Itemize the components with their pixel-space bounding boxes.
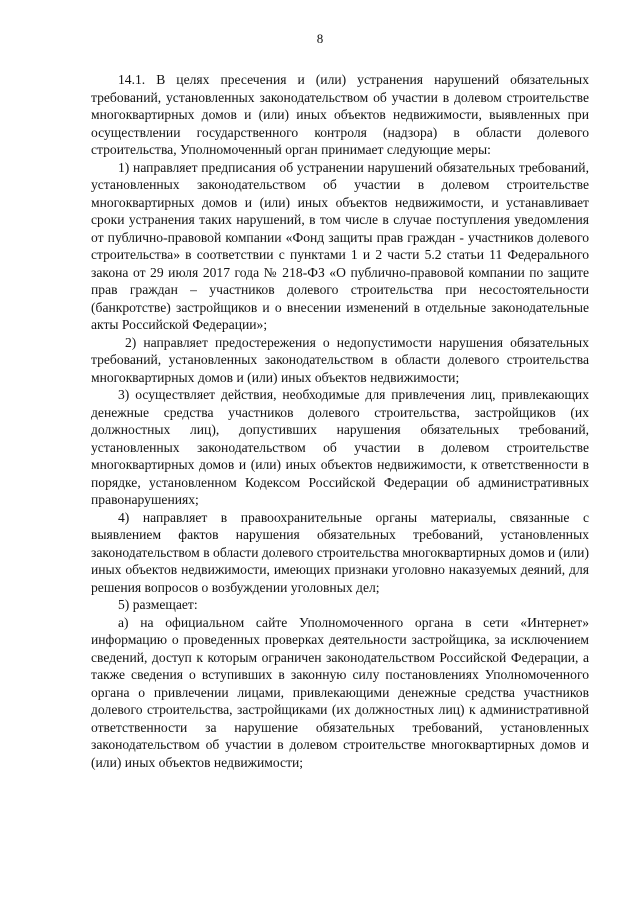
paragraph-14-1: 14.1. В целях пресечения и (или) устранения нарушений обязательных требований, установленных законодательством об участии в долевом строительстве многоквартирных домов и (или) иных объектов недвижимости, выявленных при осуществлении государственного контроля (надзора) в области долевого строительства, Уполномоченный орган принимает следующие меры: <box>91 72 589 157</box>
paragraph-item-2: 2) направляет предостережения о недопустимости нарушения обязательных требований, установленных законодательством в области долевого строительства многоквартирных домов и (или) иных объектов недвижимости; <box>91 334 589 385</box>
page-number: 8 <box>316 31 324 46</box>
paragraph-item-5: 5) размещает: <box>118 597 198 612</box>
paragraph-item-5a: а) на официальном сайте Уполномоченного органа в сети «Интернет» информацию о проведенных проверках деятельности застройщика, за исключением сведений, доступ к которым ограничен законодательством Российской Федерации, а также сведения о вступивших в законную силу постановлениях Уполномоченного органа о привлечении лицами, привлекающими денежные средства участников долевого строительства, застройщиками (их должностных лиц) к административной ответственности за нарушение обязательных требований, установленных законодательством об участии в долевом строительстве многоквартирных домов и (или) иных объектов недвижимости; <box>91 614 589 770</box>
paragraph-item-4: 4) направляет в правоохранительные органы материалы, связанные с выявлением фактов нарушения обязательных требований, установленных законодательством в области долевого строительства многоквартирных домов и (или) иных объектов недвижимости, имеющих признаки уголовно наказуемых деяний, для решения вопросов о возбуждении уголовных дел; <box>91 509 589 595</box>
document-body <box>91 71 589 771</box>
paragraph-item-3: 3) осуществляет действия, необходимые для привлечения лиц, привлекающих денежные средства участников долевого строительства, застройщиков (их должностных лиц), допустивших нарушения обязательных требований, установленных законодательством об участии в долевом строительстве многоквартирных домов и (или) иных объектов недвижимости, к ответственности в порядке, установленном Кодексом Российской Федерации об административных правонарушениях; <box>91 387 589 507</box>
paragraph-item-1: 1) направляет предписания об устранении нарушений обязательных требований, установленных законодательством об участии в долевом строительстве многоквартирных домов и (или) иных объектов недвижимости, и устанавливает сроки устранения таких нарушений, в том числе в случае поступления уведомления от публично-правовой компании «Фонд защиты прав граждан - участников долевого строительства» в соответствии с пунктами 1 и 2 части 5.2 статьи 11 Федерального закона от 29 июля 2017 года № 218-ФЗ «О публично-правовой компании по защите прав граждан – участников долевого строительства при несостоятельности (банкротстве) застройщиков и о внесении изменений в отдельные законодательные акты Российской Федерации»; <box>91 159 589 332</box>
